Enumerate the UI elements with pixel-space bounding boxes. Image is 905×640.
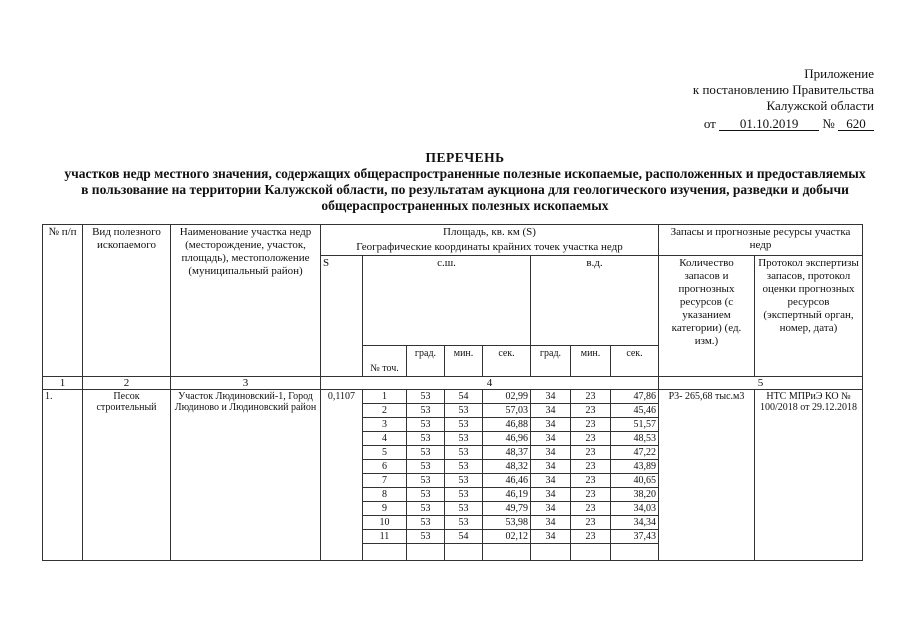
- point-lon-sec: 40,65: [611, 474, 659, 488]
- header-reserves-quantity: Количество запасов и прогнозных ресурсов (с указанием категории) (ед. изм.): [659, 256, 755, 377]
- point-lat-deg: 53: [407, 418, 445, 432]
- point-lat-sec: 48,32: [483, 460, 531, 474]
- point-lon-min: 23: [571, 502, 611, 516]
- point-lat-min: 54: [445, 530, 483, 544]
- point-lat-min: 53: [445, 432, 483, 446]
- header-lat-deg: град.: [407, 346, 445, 377]
- point-lon-deg: 34: [531, 488, 571, 502]
- point-lon-min: 23: [571, 460, 611, 474]
- point-lon-deg: 34: [531, 404, 571, 418]
- document-title: [60, 150, 870, 214]
- resolution-number: 620: [838, 117, 874, 131]
- point-lon-sec: 47,86: [611, 390, 659, 404]
- row-reserves: Р3- 265,68 тыс.м3: [659, 390, 755, 561]
- point-lat-min: 53: [445, 502, 483, 516]
- row-mineral-type: Песок строительный: [83, 390, 171, 561]
- header-mineral-type: Вид полезного ископаемого: [83, 225, 171, 377]
- col-number-2: 2: [83, 377, 171, 390]
- col-number-4: 4: [321, 377, 659, 390]
- point-lat-min: 53: [445, 516, 483, 530]
- header-lat-min: мин.: [445, 346, 483, 377]
- point-lon-min: 23: [571, 432, 611, 446]
- header-lon-deg: град.: [531, 346, 571, 377]
- point-pt: 10: [363, 516, 407, 530]
- header-site-name: Наименование участка недр (месторождение, участок, площадь), местоположение (муниципальный район): [171, 225, 321, 377]
- document-header: [614, 66, 874, 132]
- point-lon-min: 23: [571, 530, 611, 544]
- header-area: Площадь, кв. км (S): [321, 225, 659, 241]
- point-lat-min: 53: [445, 446, 483, 460]
- point-lon-deg: 34: [531, 418, 571, 432]
- point-lat-min: 54: [445, 390, 483, 404]
- title-subheading: участков недр местного значения, содержащих общераспространенные полезные ископаемые, расположенных и предоставляемых в пользование на территории Калужской области, по результатам аукциона для геологического изучения, разведки и добычи общераспространенных полезных ископаемых: [64, 166, 866, 213]
- point-pt: 7: [363, 474, 407, 488]
- empty-cell: [445, 544, 483, 561]
- point-lat-deg: 53: [407, 474, 445, 488]
- point-lat-deg: 53: [407, 502, 445, 516]
- header-reserves: Запасы и прогнозные ресурсы участка недр: [659, 225, 863, 256]
- header-s: S: [321, 256, 363, 377]
- header-line-1: Приложение: [804, 66, 874, 81]
- col-number-3: 3: [171, 377, 321, 390]
- date-prefix: от: [703, 116, 716, 131]
- point-lat-sec: 46,46: [483, 474, 531, 488]
- point-lat-deg: 53: [407, 446, 445, 460]
- empty-cell: [407, 544, 445, 561]
- resolution-date: 01.10.2019: [719, 117, 819, 131]
- point-lon-min: 23: [571, 516, 611, 530]
- point-lat-deg: 53: [407, 530, 445, 544]
- point-lon-sec: 34,34: [611, 516, 659, 530]
- header-lon-min: мин.: [571, 346, 611, 377]
- point-pt: 8: [363, 488, 407, 502]
- point-lon-sec: 47,22: [611, 446, 659, 460]
- row-site-name: Участок Людиновский-1, Город Людиново и Людиновский район: [171, 390, 321, 561]
- point-lon-min: 23: [571, 390, 611, 404]
- header-lat-sec: сек.: [483, 346, 531, 377]
- point-lat-sec: 48,37: [483, 446, 531, 460]
- point-lat-deg: 53: [407, 390, 445, 404]
- empty-cell: [571, 544, 611, 561]
- point-lat-sec: 46,96: [483, 432, 531, 446]
- point-pt: 11: [363, 530, 407, 544]
- point-lat-sec: 57,03: [483, 404, 531, 418]
- point-lon-sec: 43,89: [611, 460, 659, 474]
- point-lon-sec: 48,53: [611, 432, 659, 446]
- point-pt: 5: [363, 446, 407, 460]
- point-pt: 2: [363, 404, 407, 418]
- point-lon-sec: 51,57: [611, 418, 659, 432]
- point-lat-deg: 53: [407, 516, 445, 530]
- point-lon-deg: 34: [531, 390, 571, 404]
- row-num: 1.: [43, 390, 83, 561]
- title-heading: ПЕРЕЧЕНЬ: [425, 150, 505, 165]
- header-lon-sec: сек.: [611, 346, 659, 377]
- point-lat-min: 53: [445, 418, 483, 432]
- point-lon-deg: 34: [531, 460, 571, 474]
- point-pt: 1: [363, 390, 407, 404]
- point-pt: 9: [363, 502, 407, 516]
- point-lon-sec: 38,20: [611, 488, 659, 502]
- row-protocol: НТС МПРиЭ КО № 100/2018 от 29.12.2018: [755, 390, 863, 561]
- point-lon-min: 23: [571, 488, 611, 502]
- point-lon-deg: 34: [531, 530, 571, 544]
- point-lat-deg: 53: [407, 488, 445, 502]
- point-lat-min: 53: [445, 488, 483, 502]
- header-date-row: [614, 116, 874, 132]
- point-lon-min: 23: [571, 404, 611, 418]
- point-lat-deg: 53: [407, 460, 445, 474]
- point-lon-sec: 37,43: [611, 530, 659, 544]
- point-lat-sec: 53,98: [483, 516, 531, 530]
- point-lat-min: 53: [445, 474, 483, 488]
- row-area: 0,1107: [321, 390, 363, 561]
- point-lon-sec: 45,46: [611, 404, 659, 418]
- point-lon-deg: 34: [531, 474, 571, 488]
- point-pt: 3: [363, 418, 407, 432]
- header-point-num: № точ.: [363, 346, 407, 377]
- point-pt: 4: [363, 432, 407, 446]
- point-lat-deg: 53: [407, 404, 445, 418]
- empty-cell: [611, 544, 659, 561]
- empty-cell: [483, 544, 531, 561]
- header-latitude: с.ш.: [363, 256, 531, 346]
- point-lon-min: 23: [571, 446, 611, 460]
- point-lat-sec: 49,79: [483, 502, 531, 516]
- point-lon-sec: 34,03: [611, 502, 659, 516]
- header-line-2: к постановлению Правительства: [692, 82, 874, 97]
- subsoil-sites-table: [42, 224, 863, 561]
- point-lon-deg: 34: [531, 502, 571, 516]
- point-lat-deg: 53: [407, 432, 445, 446]
- point-lat-sec: 46,19: [483, 488, 531, 502]
- empty-cell: [531, 544, 571, 561]
- point-lat-min: 53: [445, 404, 483, 418]
- point-lon-deg: 34: [531, 446, 571, 460]
- header-longitude: в.д.: [531, 256, 659, 346]
- number-prefix: №: [822, 116, 835, 131]
- point-lat-sec: 46,88: [483, 418, 531, 432]
- header-num: № п/п: [43, 225, 83, 377]
- point-lon-deg: 34: [531, 516, 571, 530]
- empty-cell: [363, 544, 407, 561]
- col-number-1: 1: [43, 377, 83, 390]
- header-expertise-protocol: Протокол экспертизы запасов, протокол оценки прогнозных ресурсов (экспертный орган, номер, дата): [755, 256, 863, 377]
- point-lat-sec: 02,12: [483, 530, 531, 544]
- point-lat-sec: 02,99: [483, 390, 531, 404]
- header-coordinates: Географические координаты крайних точек участка недр: [321, 240, 659, 256]
- table-row: [43, 390, 863, 404]
- point-lon-min: 23: [571, 474, 611, 488]
- point-lon-deg: 34: [531, 432, 571, 446]
- point-lon-min: 23: [571, 418, 611, 432]
- col-number-5: 5: [659, 377, 863, 390]
- header-line-3: Калужской области: [766, 98, 874, 113]
- table-body: [43, 390, 863, 561]
- point-lat-min: 53: [445, 460, 483, 474]
- point-pt: 6: [363, 460, 407, 474]
